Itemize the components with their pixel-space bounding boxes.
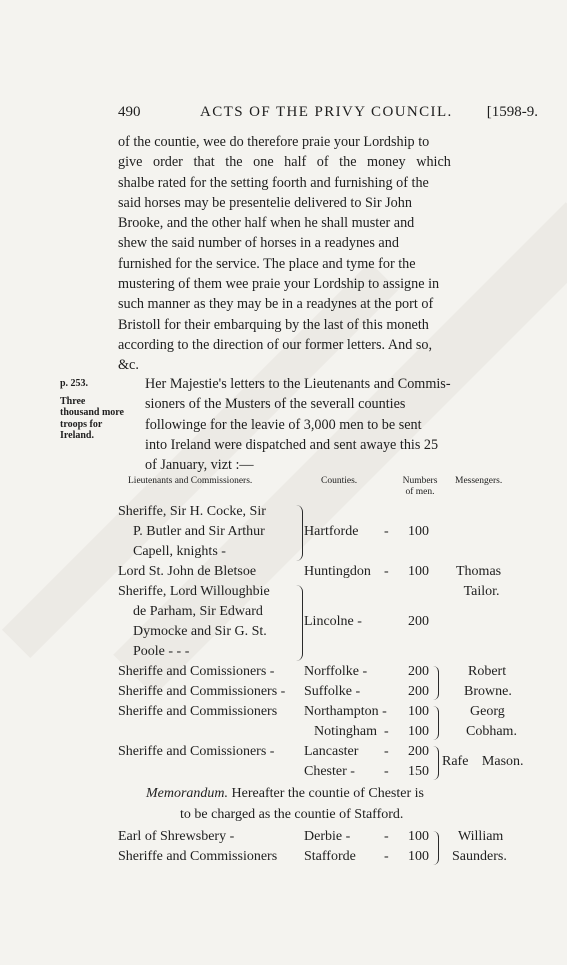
row-county: Lincolne - [304,614,362,629]
row-dash: - [384,724,389,739]
row-lieutenants: Sheriffe and Comissioners - [118,744,275,759]
row-lieutenants: Earl of Shrewsbery - [118,829,235,844]
page-number: 490 [118,104,141,120]
messenger-line: Tailor. [463,584,500,599]
row-county: Hartforde [304,524,359,539]
row-county: Huntingdon [304,564,371,579]
row-dash: - [384,764,389,779]
row-lieutenants: Lord St. John de Bletsoe [118,564,257,579]
row-number: 100 [408,704,429,719]
row-number: 150 [408,764,429,779]
running-header [118,104,538,124]
margin-note-text: Three thousand more troops for Ireland. [60,395,124,441]
memorandum-label: Memorandum. [146,786,229,801]
column-header-numbers [396,476,444,498]
page-reference: p. 253. [60,378,89,389]
row-county: Suffolke - [304,684,361,699]
row-number: 100 [408,724,429,739]
messenger-name: Rafe Mason. [442,754,524,769]
row-county: Derbie - [304,829,351,844]
entry-line: de Parham, Sir Edward [133,604,263,619]
memorandum-text: Hereafter the countie of Chester is [228,786,424,801]
messenger-line: Robert [468,664,507,679]
text-line: Her Majestie's letters to the Lieutenants and Commis- [145,376,451,392]
messenger-line: William [458,829,504,844]
row-number: 100 [408,849,429,864]
row-number: 100 [408,564,429,579]
brace [433,666,439,700]
text-line: furnished for the service. The place and tyme for the [118,255,416,272]
text-line: mustering of them wee praie your Lordship to assigne in [118,276,440,293]
text-line: of January, vizt :— [145,457,254,474]
brace [433,831,439,865]
row-number: 200 [408,684,429,699]
row-lieutenants: Sheriffe and Commissioners [118,704,278,719]
row-lieutenants: Sheriffe and Commissioners [118,849,278,864]
entry-line: Sheriffe, Lord Willoughbie [118,584,270,599]
row-county: Chester - [304,764,355,779]
text-line: &c. [118,357,139,374]
row-number: 200 [408,614,429,629]
entry-line: Sheriffe, Sir H. Cocke, Sir [118,504,266,519]
column-header-lieutenants: Lieutenants and Commissioners. [128,476,253,486]
messenger-line: Browne. [464,684,512,699]
text-line: followinge for the leavie of 3,000 men to be sent [145,416,422,433]
row-dash: - [384,829,389,844]
column-header-numbers-line: of men. [405,487,435,497]
row-county: Stafforde [304,849,356,864]
messenger-line: Cobham. [466,724,517,739]
text-line: sioners of the Musters of the severall counties [145,396,406,413]
row-number: 100 [408,829,429,844]
text-line: shew the said number of horses in a readynes and [118,235,399,252]
messenger-line: Saunders. [452,849,507,864]
messenger-line: Georg [470,704,505,719]
memorandum [146,784,424,825]
messenger-name [452,827,507,867]
row-lieutenants: Sheriffe and Comissioners - [118,664,275,679]
messenger-line: Thomas [456,564,502,579]
text-line: according to the direction of our former letters. And so, [118,336,433,353]
brace [296,505,303,561]
text-line: Bristoll for their embarquing by the last of this moneth [118,316,429,333]
text-line: said horses may be presentelie delivered to Sir John [118,194,412,211]
row-number: 100 [408,524,429,539]
margin-note [60,378,124,442]
messenger-name [464,662,512,702]
row-dash: - [384,744,389,759]
row-dash: - [384,849,389,864]
column-header-numbers-line: Numbers [402,476,438,486]
year-range: [1598-9. [486,104,538,120]
messenger-name [456,562,501,602]
paragraph-letters [145,374,550,475]
column-header-counties: Counties. [321,476,358,486]
row-county: Norffolke - [304,664,368,679]
brace [433,706,439,740]
row-lieutenants [118,582,270,662]
entry-line: Poole - - - [133,644,190,659]
text-line: into Ireland were dispatched and sent awaye this 25 [145,436,439,453]
row-dash: - [384,524,389,539]
row-county: Notingham [314,724,377,739]
text-line: shalbe rated for the setting foorth and furnishing of the [118,174,429,191]
text-line: Brooke, and the other half when he shall muster and [118,215,415,232]
row-dash: - [384,564,389,579]
row-lieutenants: Sheriffe and Commissioners - [118,684,286,699]
column-header-messengers: Messengers. [455,476,503,486]
entry-line: P. Butler and Sir Arthur [133,524,265,539]
row-county: Lancaster [304,744,359,759]
text-line: of the countie, wee do therefore praie your Lordship to [118,134,430,150]
text-line: give order that the one half of the money which [118,154,451,171]
row-number: 200 [408,744,429,759]
text-line: such manner as they may be in a readynes at the port of [118,296,434,313]
page-title: ACTS OF THE PRIVY COUNCIL. [200,104,453,120]
paragraph-continuation [118,132,550,376]
row-number: 200 [408,664,429,679]
messenger-name [466,702,517,742]
brace [296,585,303,661]
entry-line: Capell, knights - [133,544,226,559]
row-lieutenants [118,502,266,562]
brace [433,746,439,780]
entry-line: Dymocke and Sir G. St. [133,624,267,639]
row-county: Northampton - [304,704,387,719]
memorandum-line: to be charged as the countie of Stafford. [180,806,404,822]
memorandum-line [146,784,424,805]
